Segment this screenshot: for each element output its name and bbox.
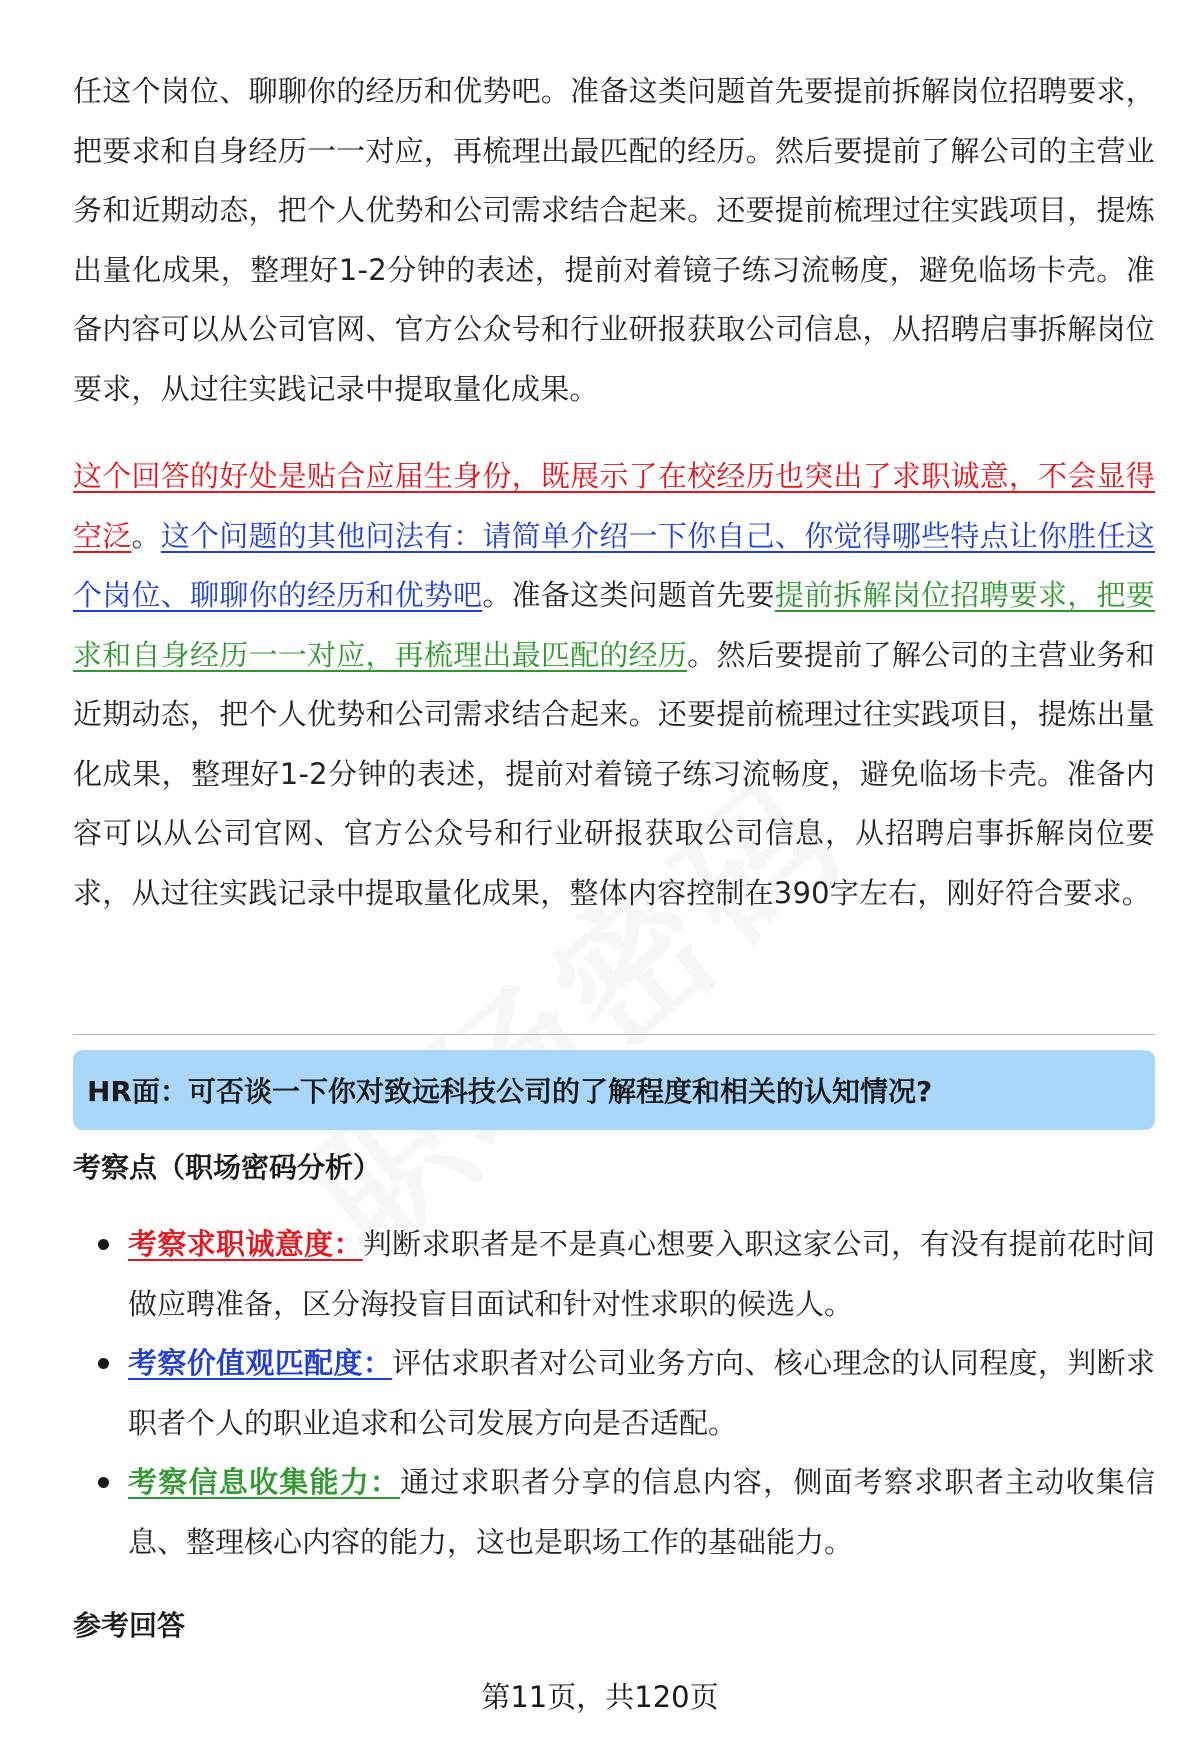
assessment-point — [73, 1334, 1155, 1453]
point-body: 通过求职者分享的信息内容，侧面考察求职者主动收集信息、整理核心内容的能力，这也是职场工作的基础能力。 — [128, 1465, 1155, 1559]
reference-title: 参考回答 — [73, 1609, 186, 1642]
bullet-icon — [98, 1477, 109, 1488]
assessment-point — [73, 1215, 1155, 1334]
assessment-point — [73, 1453, 1155, 1572]
analysis-text-1: 。 — [131, 518, 161, 553]
bullet-icon — [98, 1239, 109, 1250]
bullet-icon — [98, 1358, 109, 1369]
highlight-green-text: 提前拆解岗位招聘要求，把要求和自身经历一一对应，再梳理出最匹配的经历 — [73, 578, 1155, 672]
section-divider — [73, 1034, 1155, 1035]
highlight-blue-text: 这个问题的其他问法有：请简单介绍一下你自己、你觉得哪些特点让你胜任这个岗位、聊聊你的经历和优势吧 — [73, 518, 1155, 612]
page-number: 第11页，共120页 — [481, 1680, 719, 1714]
analysis-paragraph — [73, 447, 1155, 923]
point-head: 考察价值观匹配度： — [128, 1346, 393, 1380]
assessment-points — [73, 1215, 1155, 1572]
document-body — [73, 62, 1155, 923]
highlight-red-text: 这个回答的好处是贴合应届生身份，既展示了在校经历也突出了求职诚意，不会显得空泛 — [73, 459, 1155, 553]
point-body: 判断求职者是不是真心想要入职这家公司，有没有提前花时间做应聘准备，区分海投盲目面试和针对性求职的候选人。 — [128, 1227, 1155, 1321]
top-paragraph: 任这个岗位、聊聊你的经历和优势吧。准备这类问题首先要提前拆解岗位招聘要求，把要求和自身经历一一对应，再梳理出最匹配的经历。然后要提前了解公司的主营业务和近期动态，把个人优势和公司需求结合起来。还要提前梳理过往实践项目，提炼出量化成果，整理好1-2分钟的表述，提前对着镜子练习流畅度，避免临场卡壳。准备内容可以从公司官网、官方公众号和行业研报获取公司信息，从招聘启事拆解岗位要求，从过往实践记录中提取量化成果。 — [73, 74, 1155, 406]
analysis-text-2: 。准备这类问题首先要 — [482, 578, 775, 612]
analysis-text-3: 。然后要提前了解公司的主营业务和近期动态，把个人优势和公司需求结合起来。还要提前梳理过往实践项目，提炼出量化成果，整理好1-2分钟的表述，提前对着镜子练习流畅度，避免临场卡壳。准备内容可以从公司官网、官方公众号和行业研报获取公司信息，从招聘启事拆解岗位要求，从过往实践记录中提取量化成果，整体内容控制在390字左右，刚好符合要求。 — [73, 637, 1156, 910]
assessment-title: 考察点（职场密码分析） — [73, 1151, 382, 1184]
point-body: 评估求职者对公司业务方向、核心理念的认同程度，判断求职者个人的职业追求和公司发展方向是否适配。 — [128, 1346, 1155, 1440]
question-text: HR面：可否谈一下你对致远科技公司的了解程度和相关的认知情况? — [87, 1075, 933, 1108]
question-box — [73, 1050, 1155, 1130]
point-head: 考察信息收集能力： — [128, 1465, 401, 1499]
point-head: 考察求职诚意度： — [128, 1227, 363, 1261]
